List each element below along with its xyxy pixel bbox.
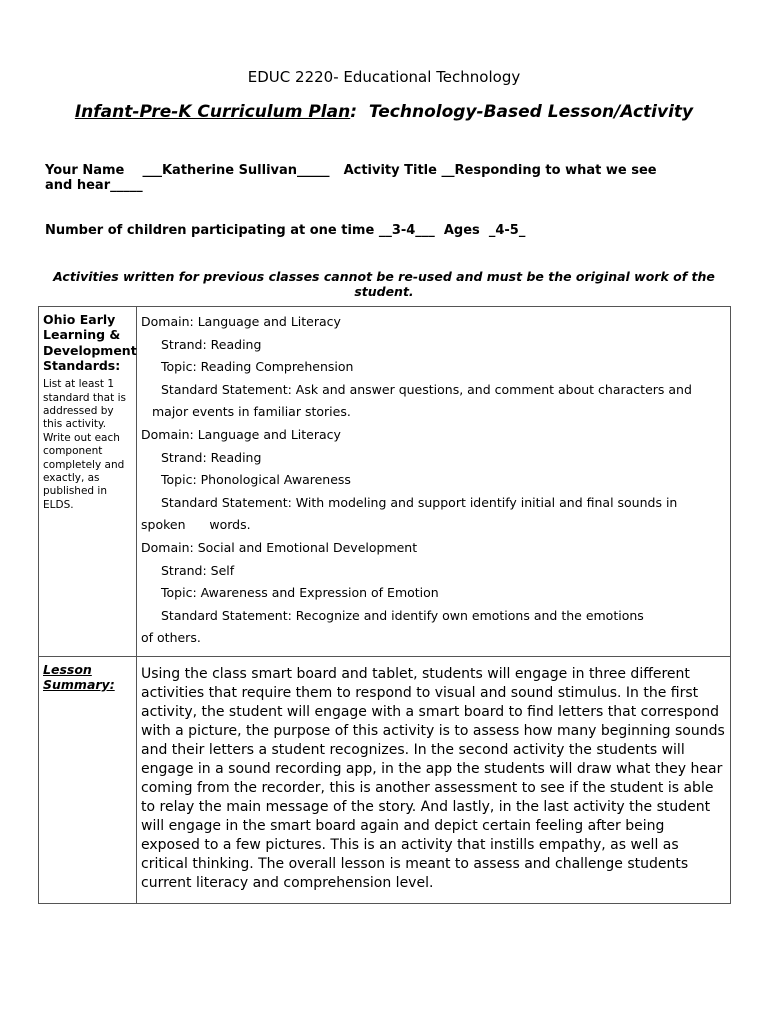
children-count-line: [45, 223, 685, 238]
curriculum-table: [38, 306, 731, 904]
course-title: EDUC 2220- Educational Technology: [247, 68, 521, 86]
children-count-value: __3-4___: [378, 223, 435, 238]
lesson-summary-text: Using the class smart board and tablet, students will engage in three different activities that require them to respond to visual and sound stimulus. In the first activity, the student will engage with a smart board to find letters that correspond with a picture, the purpose of this activity is to assess how many beginning sounds and their letters a student recognizes. In the second activity the students will engage in a sound recording app, in the app the students will draw what they hear coming from the recorder, this is another assessment to see if the student is able to relay the main message of the story. And lastly, in the last activity the student will engage in the smart board again and depict certain feeling after being exposed to a few pictures. This is an activity that instills empathy, as well as critical thinking. The overall lesson is meant to assess and challenge students current literacy and comprehension level.: [141, 665, 725, 891]
ages-label: Ages: [443, 223, 480, 238]
summary-row: [39, 656, 731, 903]
standard-domain: Domain: Language and Literacy: [141, 314, 341, 329]
summary-label: Lesson Summary:: [43, 661, 115, 693]
plan-title-main: Infant-Pre-K Curriculum Plan: [74, 102, 351, 122]
plan-title-subtitle: Technology-Based Lesson/Activity: [368, 102, 694, 122]
plan-title: [0, 102, 768, 122]
standards-instructions: List at least 1 standard that is addressed by this activity. Write out each component completely and exactly, as published in ELDS.: [43, 378, 126, 511]
activity-title-value: __Responding to what we see and hear_____: [45, 163, 657, 193]
summary-content: [137, 656, 731, 903]
standard-statement: Standard Statement: Recognize and identify own emotions and the emotions: [161, 607, 644, 623]
activity-title-label: Activity Title: [343, 163, 437, 178]
standard-strand: Strand: Self: [161, 562, 235, 578]
standard-statement-cont: major events in familiar stories.: [152, 404, 351, 420]
standards-label: Ohio Early Learning & Development Standards:: [43, 312, 137, 373]
standard-strand: Strand: Reading: [161, 449, 262, 465]
originality-notice: Activities written for previous classes cannot be re-used and must be the original work of the student.: [53, 269, 715, 299]
standard-statement: Standard Statement: Ask and answer questions, and comment about characters and: [161, 381, 692, 397]
name-label: Your Name: [45, 163, 125, 178]
standards-row: [39, 307, 731, 657]
standard-statement: Standard Statement: With modeling and support identify initial and final sounds in: [161, 494, 678, 510]
plan-title-colon: :: [350, 102, 358, 122]
name-line: [45, 163, 685, 193]
standard-domain: Domain: Language and Literacy: [141, 426, 341, 442]
children-count-label: Number of children participating at one time: [45, 223, 375, 238]
standards-content: [137, 307, 731, 657]
standards-label-cell: [39, 307, 137, 657]
ages-value: _4-5_: [488, 223, 526, 238]
standard-statement-cont: spoken words.: [141, 517, 251, 533]
standard-domain: Domain: Social and Emotional Development: [141, 539, 418, 555]
standard-topic: Topic: Awareness and Expression of Emotion: [161, 585, 439, 601]
standard-strand: Strand: Reading: [161, 336, 262, 352]
standard-topic: Topic: Phonological Awareness: [161, 472, 351, 488]
summary-label-cell: [39, 656, 137, 903]
standard-statement-cont: of others.: [141, 630, 201, 646]
name-value: ___Katherine Sullivan_____: [142, 163, 330, 178]
standard-topic: Topic: Reading Comprehension: [161, 359, 354, 375]
